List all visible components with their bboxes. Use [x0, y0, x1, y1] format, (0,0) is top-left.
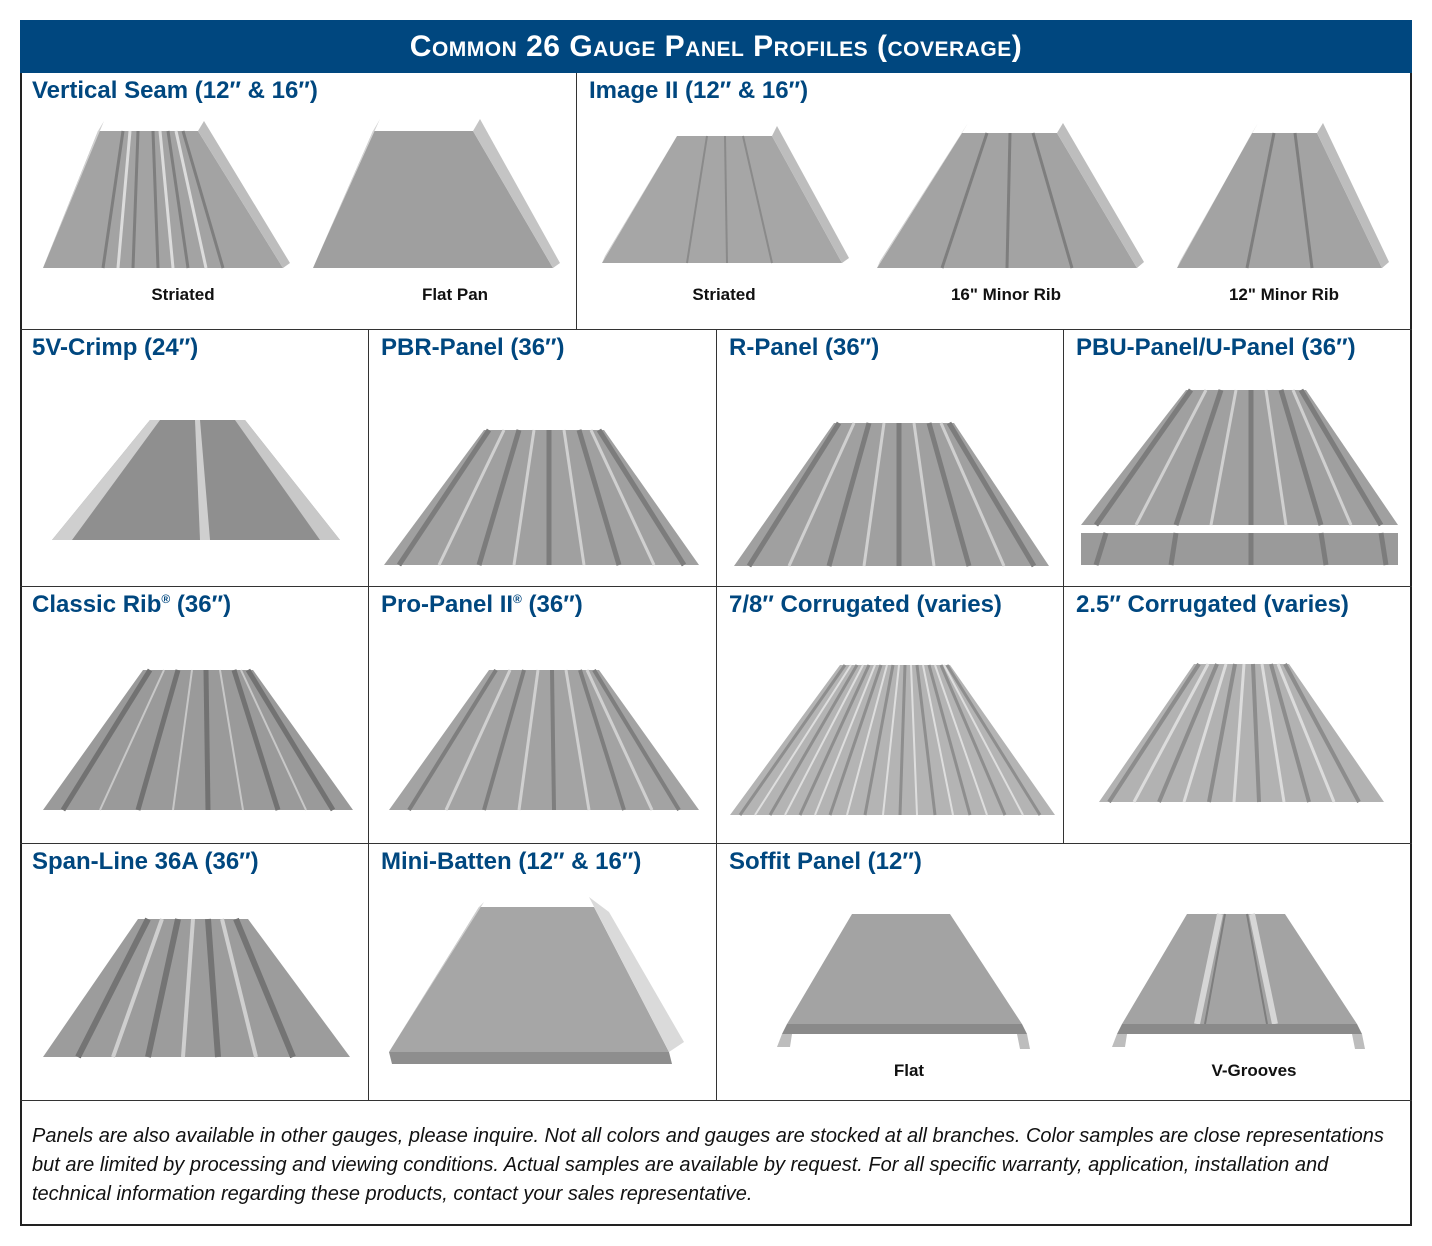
panel-image-soffit-v-grooves [1107, 909, 1377, 1059]
panel-image-image-ii-striated [587, 118, 857, 308]
cell-title: 5V-Crimp (24″) [32, 334, 199, 361]
cell-title [381, 591, 583, 619]
panel-image-vertical-seam-flat-pan [298, 113, 568, 308]
panel-image-corrugated-78 [725, 660, 1060, 820]
panel-image-pro-panel-ii [384, 665, 704, 815]
panel-image-vertical-seam-striated [28, 113, 298, 308]
cell-pbu-panel [1064, 330, 1412, 587]
caption-flat-pan: Flat Pan [421, 285, 489, 304]
cell-pro-panel-ii [369, 587, 717, 844]
cell-span-line [20, 844, 369, 1101]
title-text: Pro-Panel II [381, 591, 514, 618]
footer-note: Panels are also available in other gauges, please inquire. Not all colors and gauges are stocked at all branches. Color samples are close representations but are limited by processing and viewing conditions. Actual samples are available by request. For all specific warranty, application, installation and technical information regarding these products, contact your sales representative. [32, 1125, 1384, 1205]
cell-pbr-panel [369, 330, 717, 587]
cell-title [32, 591, 231, 619]
cell-title: Image II (12″ & 16″) [589, 77, 809, 104]
cell-title: 7/8″ Corrugated (varies) [729, 591, 1002, 618]
cell-corrugated-25 [1064, 587, 1412, 844]
caption-flat: Flat [893, 1061, 925, 1080]
title-coverage: (36″) [521, 591, 583, 618]
cell-title: Vertical Seam (12″ & 16″) [32, 77, 318, 104]
title-text: Classic Rib [32, 591, 162, 618]
cell-classic-rib [20, 587, 369, 844]
registered-mark: ® [161, 592, 171, 606]
cell-r-panel [717, 330, 1064, 587]
panel-image-soffit-flat [772, 909, 1042, 1059]
panel-image-image-ii-16-minor-rib [867, 118, 1147, 308]
caption-12-minor-rib: 12" Minor Rib [1228, 285, 1340, 304]
panel-image-classic-rib [38, 665, 358, 815]
cell-title: Mini-Batten (12″ & 16″) [381, 848, 642, 875]
cell-title: R-Panel (36″) [729, 334, 880, 361]
page-title: Common 26 Gauge Panel Profiles (coverage) [20, 20, 1412, 73]
cell-mini-batten [369, 844, 717, 1101]
caption-striated: Striated [692, 285, 756, 304]
cell-image-ii [577, 73, 1412, 330]
panel-image-r-panel [729, 418, 1059, 570]
cell-soffit [717, 844, 1412, 1101]
cell-5v-crimp [20, 330, 369, 587]
cell-title: 2.5″ Corrugated (varies) [1076, 591, 1349, 618]
cell-vertical-seam [20, 73, 577, 330]
panel-image-span-line [38, 914, 358, 1062]
panel-image-corrugated-25 [1094, 659, 1389, 807]
panel-image-pbr-panel [379, 425, 709, 570]
panel-image-mini-batten [384, 892, 694, 1072]
cell-title: PBR-Panel (36″) [381, 334, 565, 361]
title-coverage: (36″) [170, 591, 232, 618]
cell-title: Soffit Panel (12″) [729, 848, 922, 875]
panel-image-5v-crimp [50, 415, 350, 545]
caption-striated: Striated [151, 285, 215, 304]
panel-image-image-ii-12-minor-rib [1167, 118, 1397, 308]
cell-title: Span-Line 36A (36″) [32, 848, 259, 875]
cell-corrugated-78 [717, 587, 1064, 844]
caption-16-minor-rib: 16" Minor Rib [950, 285, 1062, 304]
registered-mark: ® [513, 592, 522, 606]
caption-v-grooves: V-Grooves [1211, 1061, 1297, 1080]
cell-title: PBU-Panel/U-Panel (36″) [1076, 334, 1356, 361]
panel-image-pbu-panel [1076, 385, 1406, 575]
